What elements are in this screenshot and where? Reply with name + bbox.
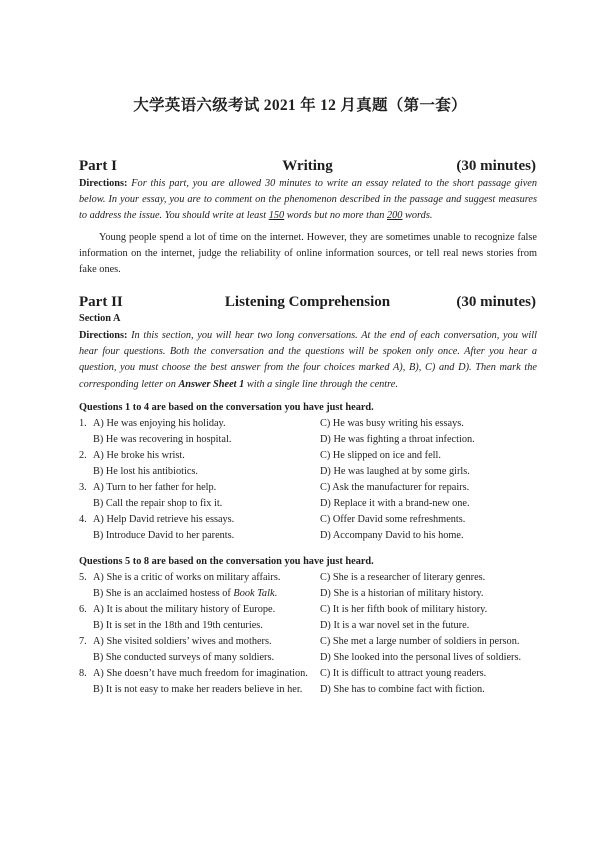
option-d: D) She has to combine fact with fiction. xyxy=(320,684,485,695)
option-c: C) She is a researcher of literary genres. xyxy=(320,572,486,583)
question-row xyxy=(79,434,539,450)
question-number: 2. xyxy=(79,450,87,461)
option-a: A) She is a critic of works on military affairs. xyxy=(93,572,281,583)
question-row xyxy=(79,514,539,530)
part-1-directions xyxy=(79,176,537,225)
option-b: B) Call the repair shop to fix it. xyxy=(93,498,223,509)
writing-passage: Young people spend a lot of time on the internet. However, they are sometimes unable to recognize false information on the internet, judge the reliability of online information sources, or tell real news stories from fake ones. xyxy=(79,232,537,276)
directions-text-a: For this part, you are allowed 30 minutes to write an essay related to the short passage given below. In your essay, you are to comment on the phenomenon described in the passage and suggest measures to address the issue. You should write at least xyxy=(79,178,537,222)
answer-sheet-ref: Answer Sheet 1 xyxy=(178,378,245,390)
question-number: 5. xyxy=(79,572,87,583)
option-b xyxy=(93,588,277,599)
question-row xyxy=(79,652,539,668)
question-number: 3. xyxy=(79,482,87,493)
question-number: 6. xyxy=(79,604,87,615)
part-2-directions xyxy=(79,328,537,393)
option-b: B) It is not easy to make her readers believe in her. xyxy=(93,684,303,695)
option-c: C) She met a large number of soldiers in person. xyxy=(320,636,520,647)
option-a: A) She doesn’t have much freedom for imagination. xyxy=(93,668,308,679)
part-1-label: Part I xyxy=(79,158,117,174)
question-row xyxy=(79,636,539,652)
option-b-punct: . xyxy=(274,588,278,599)
option-d: D) Accompany David to his home. xyxy=(320,530,464,541)
option-b-text: B) She is an acclaimed hostess of xyxy=(93,588,231,599)
question-row xyxy=(79,530,539,546)
question-row xyxy=(79,466,539,482)
part-1-heading: Writing xyxy=(282,158,333,174)
min-words: 150 xyxy=(268,210,285,222)
option-b: B) He was recovering in hospital. xyxy=(93,434,232,445)
question-row xyxy=(79,604,539,620)
question-row xyxy=(79,450,539,466)
option-c: C) He was busy writing his essays. xyxy=(320,418,464,429)
part-2-header xyxy=(79,294,536,314)
question-row xyxy=(79,684,539,700)
option-c: C) It is her fifth book of military history. xyxy=(320,604,488,615)
directions-text-b: words but no more than xyxy=(286,210,385,222)
directions-text-b: with a single line through the centre. xyxy=(246,378,398,390)
option-c: C) He slipped on ice and fell. xyxy=(320,450,441,461)
question-number: 1. xyxy=(79,418,87,429)
question-row xyxy=(79,588,539,604)
part-1-header xyxy=(79,158,536,178)
question-number: 4. xyxy=(79,514,87,525)
question-row xyxy=(79,620,539,636)
option-c: C) Ask the manufacturer for repairs. xyxy=(320,482,470,493)
part-2-label: Part II xyxy=(79,294,123,310)
part-1-time: (30 minutes) xyxy=(456,158,536,174)
question-row xyxy=(79,668,539,684)
question-row xyxy=(79,498,539,514)
part-2-heading: Listening Comprehension xyxy=(224,294,391,310)
option-d: D) She looked into the personal lives of soldiers. xyxy=(320,652,522,663)
option-d: D) Replace it with a brand-new one. xyxy=(320,498,470,509)
book-title: Book Talk xyxy=(233,588,275,599)
directions-text-c: words. xyxy=(405,210,433,222)
question-group-1-header: Questions 1 to 4 are based on the conversation you have just heard. xyxy=(79,402,374,413)
option-a: A) He was enjoying his holiday. xyxy=(93,418,226,429)
question-number: 7. xyxy=(79,636,87,647)
option-c: C) Offer David some refreshments. xyxy=(320,514,466,525)
option-a: A) She visited soldiers’ wives and mothers. xyxy=(93,636,272,647)
question-row xyxy=(79,418,539,434)
page-title: 大学英语六级考试 2021 年 12 月真题（第一套） xyxy=(133,97,467,114)
question-row xyxy=(79,572,539,588)
part-2-time: (30 minutes) xyxy=(456,294,536,310)
option-d: D) He was fighting a throat infection. xyxy=(320,434,475,445)
option-a: A) Turn to her father for help. xyxy=(93,482,217,493)
option-c: C) It is difficult to attract young readers. xyxy=(320,668,487,679)
option-a: A) Help David retrieve his essays. xyxy=(93,514,235,525)
question-number: 8. xyxy=(79,668,87,679)
directions-label: Directions: xyxy=(79,178,128,189)
question-row xyxy=(79,482,539,498)
max-words: 200 xyxy=(387,210,403,222)
directions-label: Directions: xyxy=(79,330,128,341)
option-d: D) She is a historian of military history. xyxy=(320,588,484,599)
option-a: A) He broke his wrist. xyxy=(93,450,185,461)
option-d: D) He was laughed at by some girls. xyxy=(320,466,470,477)
option-b: B) She conducted surveys of many soldiers. xyxy=(93,652,275,663)
option-b: B) Introduce David to her parents. xyxy=(93,530,235,541)
option-b: B) He lost his antibiotics. xyxy=(93,466,198,477)
option-a: A) It is about the military history of Europe. xyxy=(93,604,276,615)
section-a-label: Section A xyxy=(79,313,121,324)
directions-text-a: In this section, you will hear two long conversations. At the end of each conversation, you will hear four questions. Both the conversation and the questions will be spoken only once. After you hear a question, you must choose the best answer from the four choices marked A), B), C) and D). Then mark the corresponding letter on xyxy=(79,330,538,390)
question-group-2-header: Questions 5 to 8 are based on the conversation you have just heard. xyxy=(79,556,374,567)
option-b: B) It is set in the 18th and 19th centuries. xyxy=(93,620,263,631)
option-d: D) It is a war novel set in the future. xyxy=(320,620,470,631)
